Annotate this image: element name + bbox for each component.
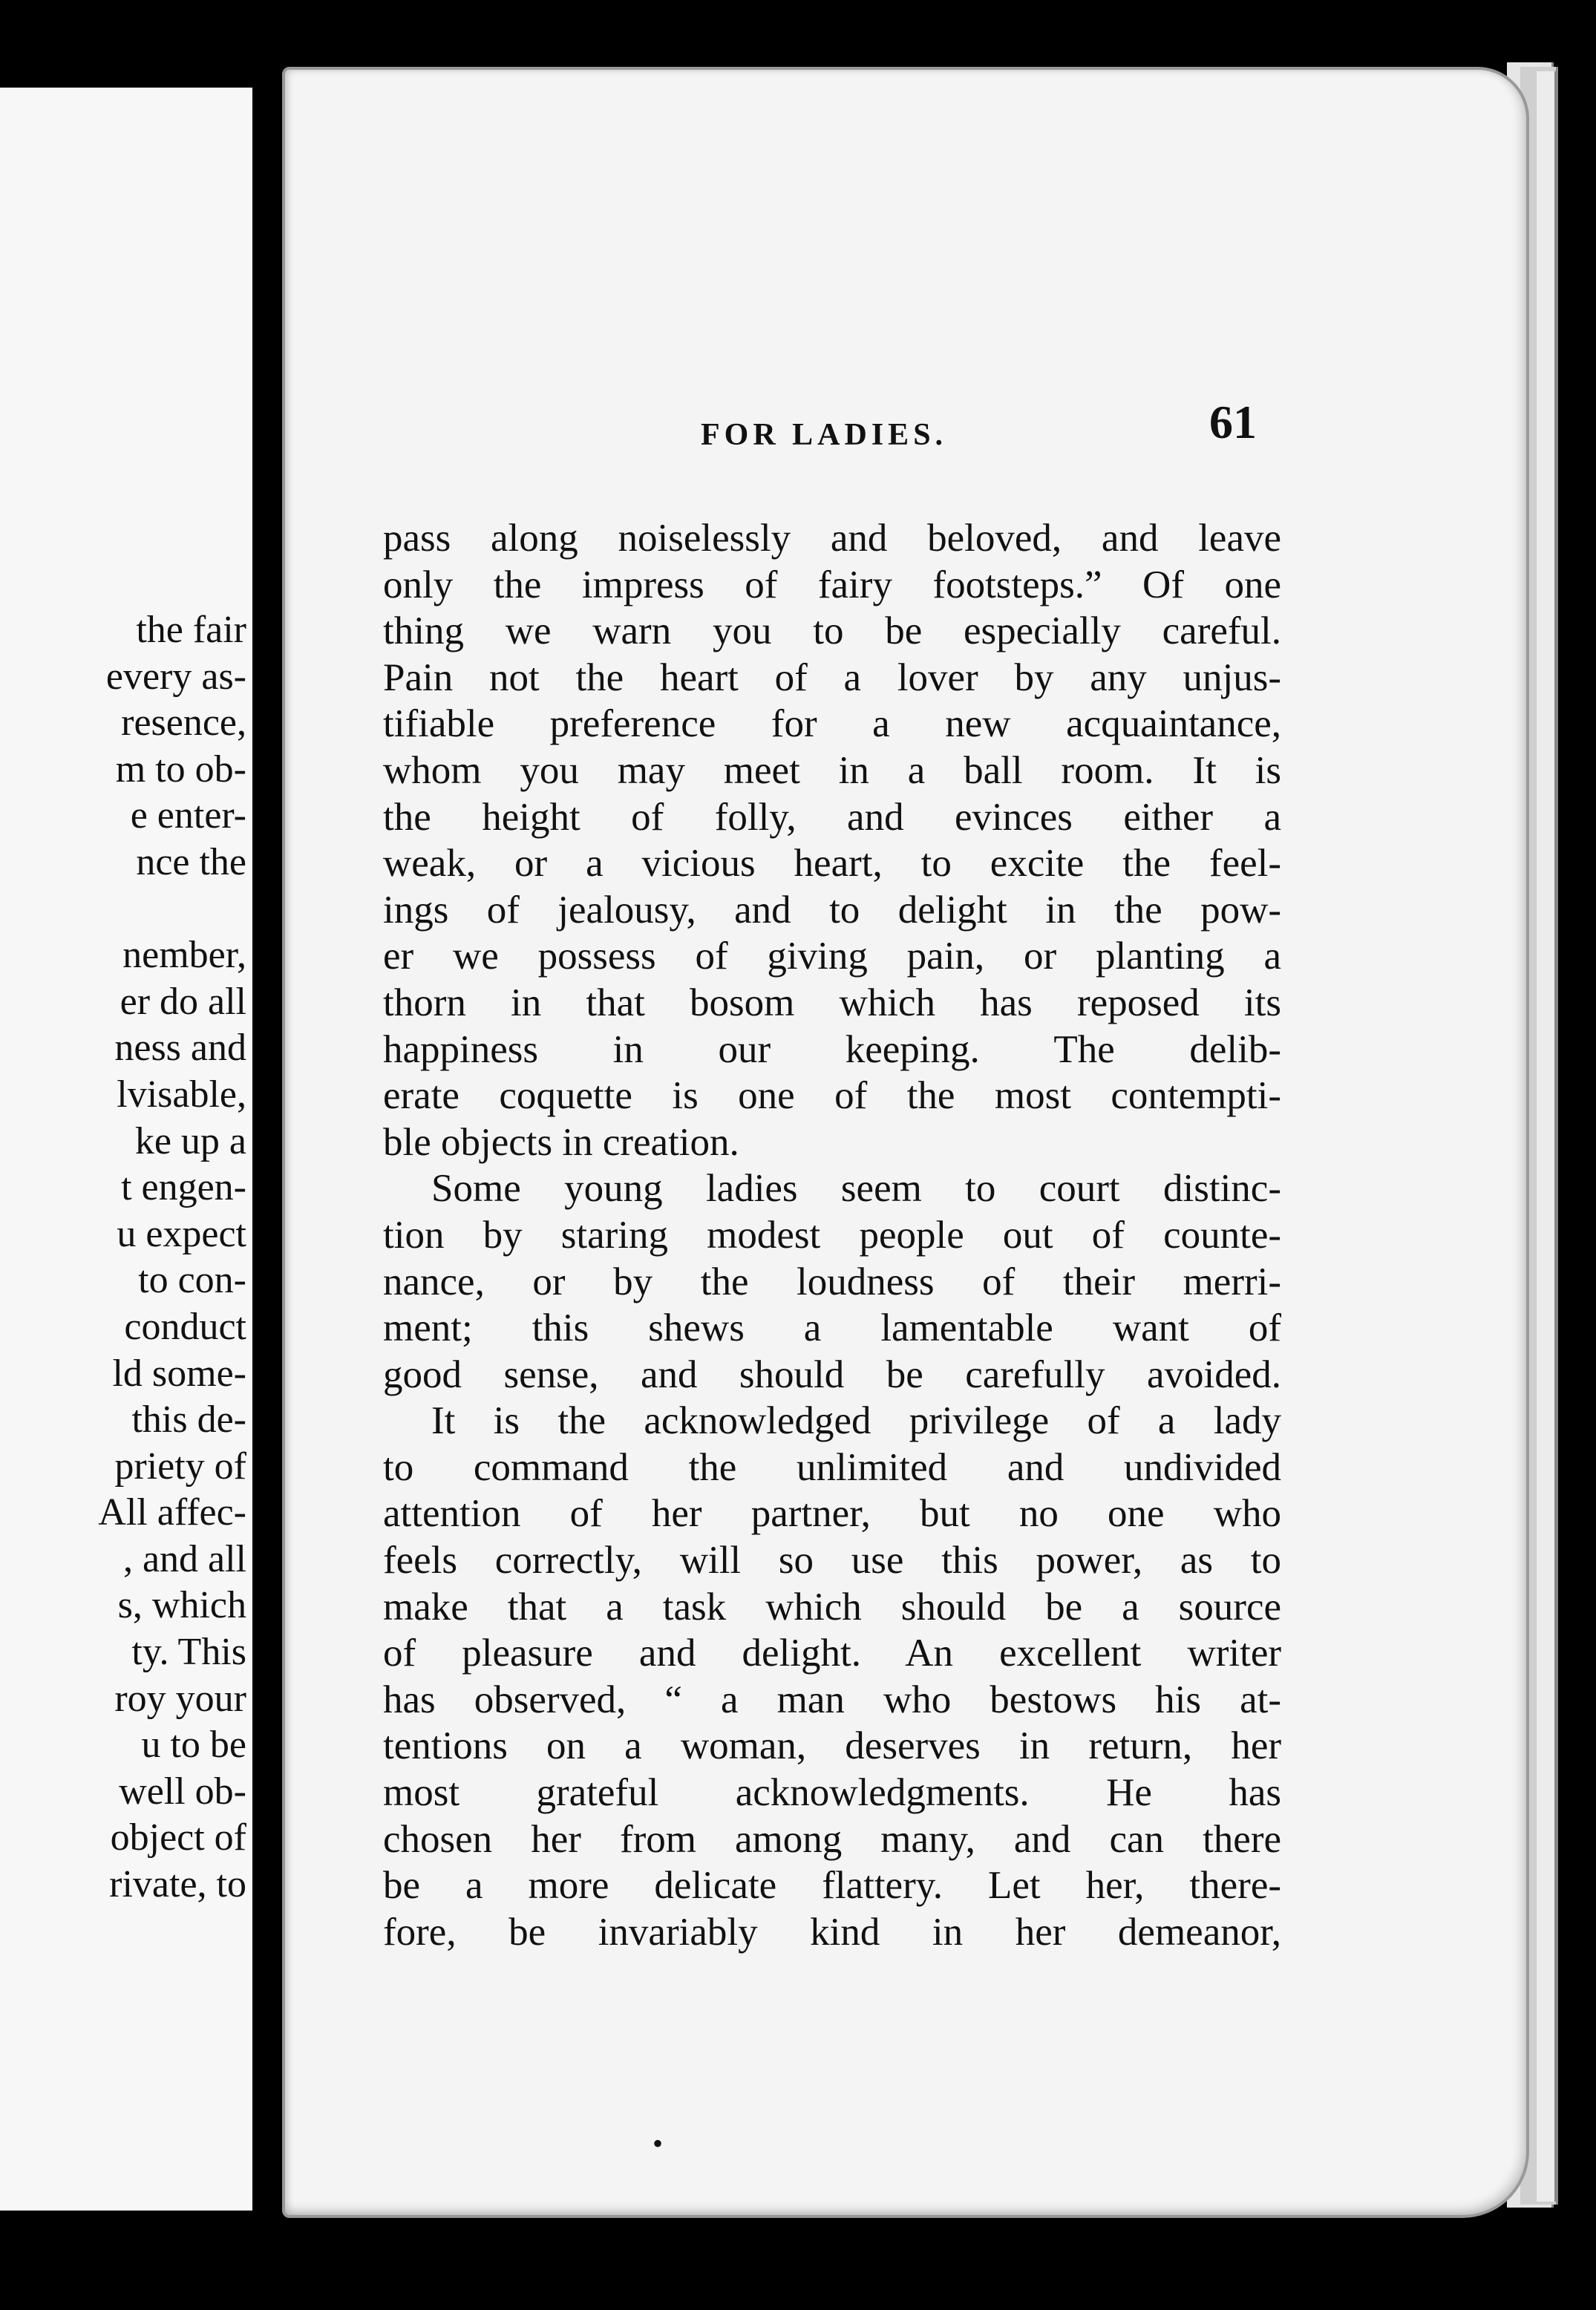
facing-line: , and all — [122, 1537, 246, 1580]
facing-line: ke up a — [134, 1119, 246, 1162]
facing-line: resence, — [121, 701, 246, 745]
page-stack-edge — [1537, 71, 1557, 2202]
text-line: tifiable preference for a new acquaintance, — [383, 702, 1281, 746]
book-gutter — [252, 0, 282, 2310]
text-line: nance, or by the loudness of their merri- — [383, 1260, 1281, 1303]
facing-line: u expect — [117, 1212, 246, 1255]
text-line: It is the acknowledged privilege of a lady — [431, 1399, 1281, 1443]
text-line: the height of folly, and evinces either a — [383, 795, 1281, 839]
facing-line: All affec- — [98, 1491, 246, 1534]
facing-line: roy your — [114, 1677, 246, 1720]
facing-line: ness and — [114, 1027, 246, 1070]
text-line: be a more delicate flattery. Let her, there- — [383, 1864, 1281, 1908]
text-line: happiness in our keeping. The delib- — [383, 1027, 1281, 1071]
facing-line: ld some- — [112, 1352, 246, 1395]
text-line: Some young ladies seem to court distinc- — [431, 1167, 1281, 1211]
bottom-mark: • — [653, 2127, 664, 2160]
facing-line: every as- — [105, 655, 246, 698]
text-line: tentions on a woman, deserves in return, her — [383, 1724, 1281, 1768]
facing-line: to con- — [138, 1259, 246, 1302]
facing-line: this de- — [131, 1398, 246, 1442]
facing-line: the fair — [136, 609, 246, 651]
running-title: FOR LADIES. — [701, 418, 948, 452]
text-line: only the impress of fairy footsteps.” Of one — [383, 563, 1281, 606]
facing-line: object of — [110, 1816, 246, 1859]
text-line: whom you may meet in a ball room. It is — [383, 748, 1281, 792]
facing-line: nce the — [136, 840, 246, 883]
text-line: feels correctly, will so use this power, as to — [383, 1539, 1281, 1583]
text-line: make that a task which should be a source — [383, 1585, 1281, 1629]
facing-line: nember, — [122, 934, 246, 977]
text-line: Pain not the heart of a lover by any unjus- — [383, 655, 1281, 699]
facing-line: rivate, to — [109, 1863, 246, 1906]
text-line: has observed, “ a man who bestows his at- — [383, 1678, 1281, 1721]
text-line: er we possess of giving pain, or planting a — [383, 935, 1281, 978]
facing-line: conduct — [124, 1305, 246, 1348]
facing-line: priety of — [114, 1444, 246, 1488]
facing-line: m to ob- — [115, 747, 246, 791]
text-line: good sense, and should be carefully avoided. — [383, 1352, 1281, 1396]
page-number: 61 — [1209, 396, 1257, 448]
text-line: thing we warn you to be especially careful. — [383, 609, 1281, 653]
facing-line: s, which — [117, 1584, 246, 1627]
text-line: ings of jealousy, and to delight in the pow- — [383, 888, 1281, 932]
text-line: to command the unlimited and undivided — [383, 1445, 1281, 1489]
facing-line: ty. This — [131, 1631, 246, 1674]
text-line: tion by staring modest people out of counte- — [383, 1213, 1281, 1257]
page-body-text — [383, 515, 1281, 1955]
facing-line: lvisable, — [117, 1073, 246, 1116]
facing-line: e enter- — [130, 794, 246, 837]
text-line: weak, or a vicious heart, to excite the feel- — [383, 842, 1281, 886]
text-line: ble objects in creation. — [383, 1120, 739, 1164]
running-head — [285, 395, 1526, 454]
text-line: fore, be invariably kind in her demeanor, — [383, 1910, 1281, 1954]
facing-page-text — [0, 607, 246, 1908]
text-line: chosen her from among many, and can there — [383, 1817, 1281, 1861]
text-line: of pleasure and delight. An excellent writer — [383, 1632, 1281, 1675]
book-page — [282, 67, 1529, 2218]
text-line: most grateful acknowledgments. He has — [383, 1771, 1281, 1815]
facing-page — [0, 88, 252, 2211]
facing-line — [0, 886, 246, 933]
text-line: ment; this shews a lamentable want of — [383, 1306, 1281, 1350]
facing-line: well ob- — [119, 1770, 246, 1813]
facing-line: er do all — [120, 980, 246, 1023]
text-line: pass along noiselessly and beloved, and leave — [383, 517, 1281, 560]
text-line: thorn in that bosom which has reposed its — [383, 981, 1281, 1024]
facing-line: t engen- — [121, 1166, 246, 1209]
facing-line: u to be — [141, 1724, 246, 1767]
text-line: attention of her partner, but no one who — [383, 1492, 1281, 1536]
text-line: erate coquette is one of the most contempti- — [383, 1074, 1281, 1118]
